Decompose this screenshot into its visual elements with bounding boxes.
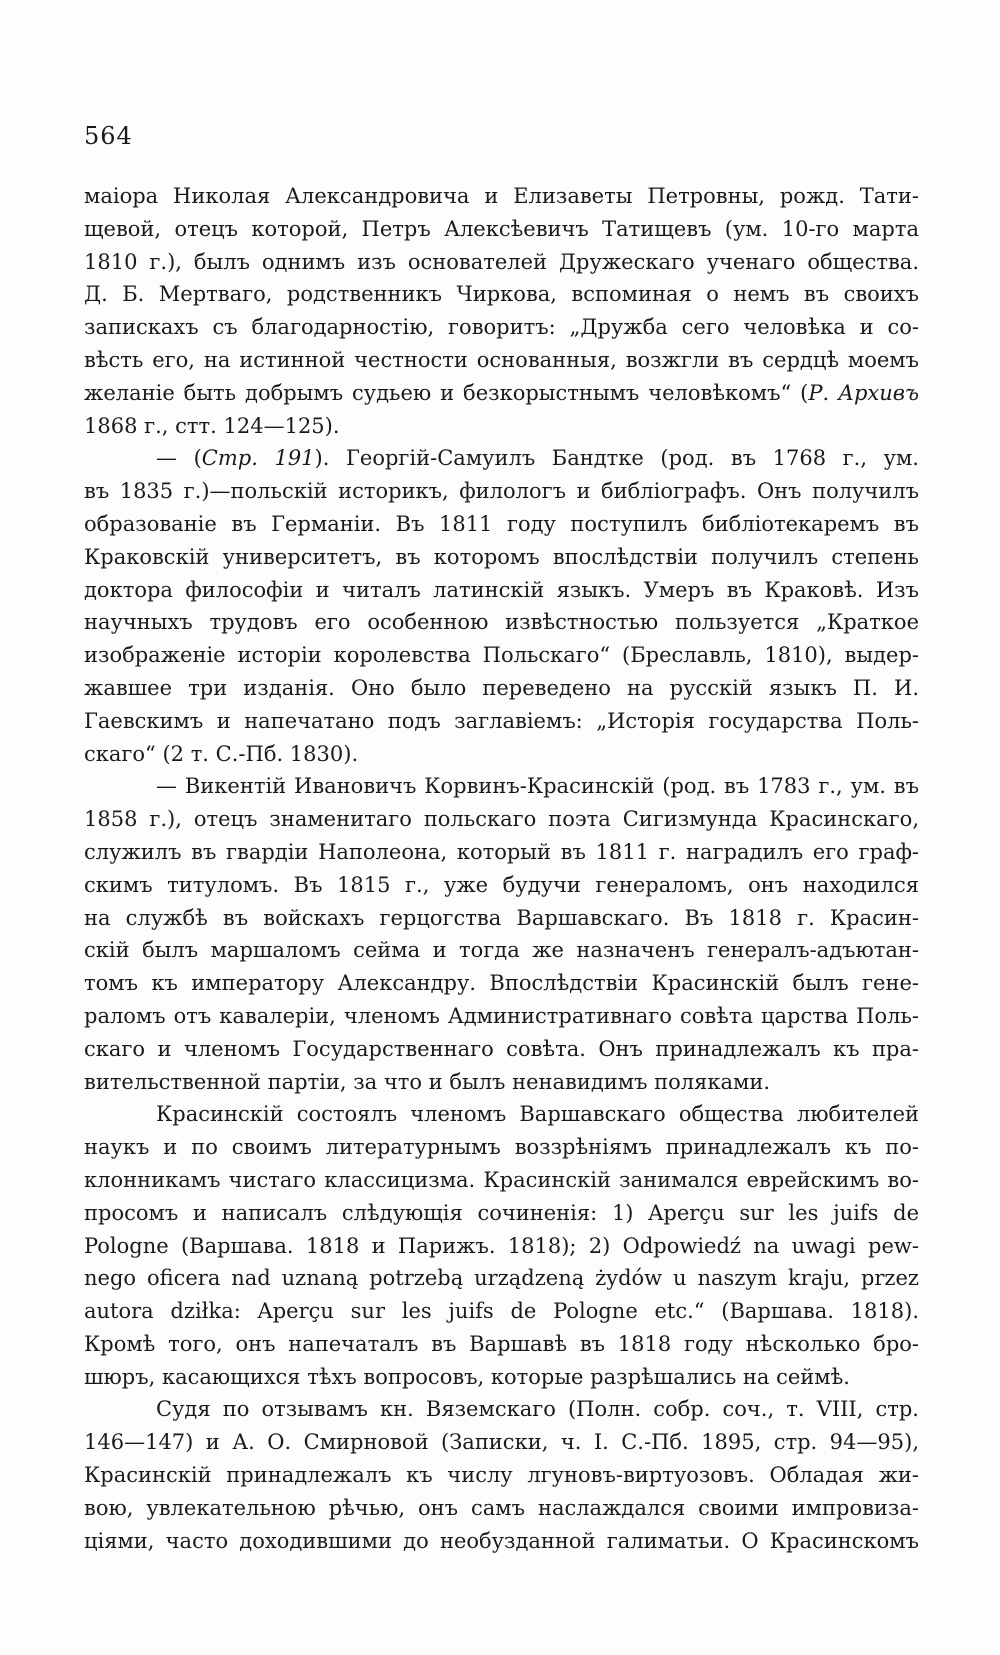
text-line: маіора Николая Александровича и Елизаветы Петровны, рожд. Тати-	[84, 184, 919, 208]
text-line: доктора философіи и читалъ латинскій языкъ. Умеръ въ Краковѣ. Изъ	[84, 577, 919, 602]
text-segment: — (	[156, 446, 202, 471]
text-line: Pologne (Варшава. 1818 и Парижъ. 1818); 2) Odpowiedź na uwagi pew-	[84, 1233, 919, 1258]
text-line: шюръ, касающихся тѣхъ вопросовъ, которые разрѣшались на сеймѣ.	[84, 1364, 850, 1389]
text-line: Кромѣ того, онъ напечаталъ въ Варшавѣ въ 1818 году нѣсколько бро-	[84, 1331, 919, 1356]
text-line: въ 1835 г.)—польскій историкъ, филологъ и библіографъ. Онъ получилъ	[84, 479, 919, 504]
text-line: научныхъ трудовъ его особенною извѣстностью пользуется „Краткое	[84, 610, 919, 635]
text-line	[84, 377, 919, 410]
text-line: служилъ въ гвардіи Наполеона, который въ 1811 г. наградилъ его граф-	[84, 839, 919, 864]
body-text	[84, 180, 919, 1557]
italic-reference: Р. Архивъ	[808, 380, 919, 405]
text-line: жавшее три изданія. Оно было переведено на русскій языкъ П. И.	[84, 675, 919, 700]
text-line: autora dziłka: Aperçu sur les juifs de Pologne etc.“ (Варшава. 1818).	[84, 1299, 919, 1324]
page-number: 564	[84, 122, 133, 150]
text-line: щевой, отецъ которой, Петръ Алексѣевичъ Татищевъ (ум. 10-го марта	[84, 216, 919, 241]
text-line: nego oficera nad uznaną potrzebą urządzeną żydów u naszym kraju, przez	[84, 1266, 919, 1291]
text-line: раломъ отъ кавалеріи, членомъ Административнаго совѣта царства Поль-	[84, 1003, 919, 1028]
text-line: наукъ и по своимъ литературнымъ воззрѣніямъ принадлежалъ къ по-	[84, 1135, 919, 1160]
text-line: Судя по отзывамъ кн. Вяземскаго (Полн. собр. соч., т. VIII, стр.	[156, 1397, 919, 1422]
text-segment: ). Георгій-Самуилъ Бандтке (род. въ 1768 г., ум.	[314, 446, 919, 471]
text-segment: желаніе быть добрымъ судьею и безкорыстнымъ человѣкомъ“ (	[84, 380, 809, 405]
text-line: — Викентій Ивановичъ Корвинъ-Красинскій (род. въ 1783 г., ум. въ	[156, 774, 919, 799]
italic-reference: Стр. 191	[201, 446, 315, 471]
text-line: запискахъ съ благодарностію, говоритъ: „Дружба сего человѣка и со-	[84, 315, 919, 340]
text-line: 1858 г.), отецъ знаменитаго польскаго поэта Сигизмунда Красинскаго,	[84, 807, 919, 832]
text-line: скій былъ маршаломъ сейма и тогда же назначенъ генералъ-адъютан-	[84, 938, 919, 963]
text-line	[84, 442, 919, 475]
text-line: вѣсть его, на истинной честности основанныя, возжгли въ сердцѣ моемъ	[84, 347, 919, 372]
text-line: Красинскій принадлежалъ къ числу лгуновъ-виртуозовъ. Обладая жи-	[84, 1463, 919, 1488]
text-line: на службѣ въ войскахъ герцогства Варшавскаго. Въ 1818 г. Красин-	[84, 905, 919, 930]
text-line: образованіе въ Германіи. Въ 1811 году поступилъ библіотекаремъ въ	[84, 511, 919, 536]
text-line: скаго“ (2 т. С.-Пб. 1830).	[84, 741, 359, 766]
text-line: просомъ и написалъ слѣдующія сочиненія: 1) Aperçu sur les juifs de	[84, 1200, 919, 1225]
text-line: томъ къ императору Александру. Впослѣдствіи Красинскій былъ гене-	[84, 971, 919, 996]
text-line: 1810 г.), былъ однимъ изъ основателей Дружескаго ученаго общества.	[84, 249, 919, 274]
text-line: вительственной партіи, за что и былъ ненавидимъ поляками.	[84, 1069, 771, 1094]
text-line: Д. Б. Мертваго, родственникъ Чиркова, вспоминая о немъ въ своихъ	[84, 282, 919, 307]
text-line: 146—147) и А. О. Смирновой (Записки, ч. I. С.-Пб. 1895, стр. 94—95),	[84, 1430, 919, 1455]
text-line: ціями, часто доходившими до необузданной галиматьи. О Красинскомъ	[84, 1528, 919, 1553]
text-line: Гаевскимъ и напечатано подъ заглавіемъ: „Исторія государства Поль-	[84, 708, 919, 733]
text-line: скимъ титуломъ. Въ 1815 г., уже будучи генераломъ, онъ находился	[84, 872, 919, 897]
text-line: скаго и членомъ Государственнаго совѣта. Онъ принадлежалъ къ пра-	[84, 1036, 919, 1061]
text-line: Красинскій состоялъ членомъ Варшавскаго общества любителей	[156, 1102, 919, 1127]
text-line: клонникамъ чистаго классицизма. Красинскій занимался еврейскимъ во-	[84, 1167, 919, 1192]
text-line: Краковскій университетъ, въ которомъ впослѣдствіи получилъ степень	[84, 544, 919, 569]
text-line: 1868 г., стт. 124—125).	[84, 413, 340, 438]
text-line: вою, увлекательною рѣчью, онъ самъ наслаждался своими импровиза-	[84, 1495, 919, 1520]
text-line: изображеніе исторіи королевства Польскаго“ (Бреславль, 1810), выдер-	[84, 643, 919, 668]
